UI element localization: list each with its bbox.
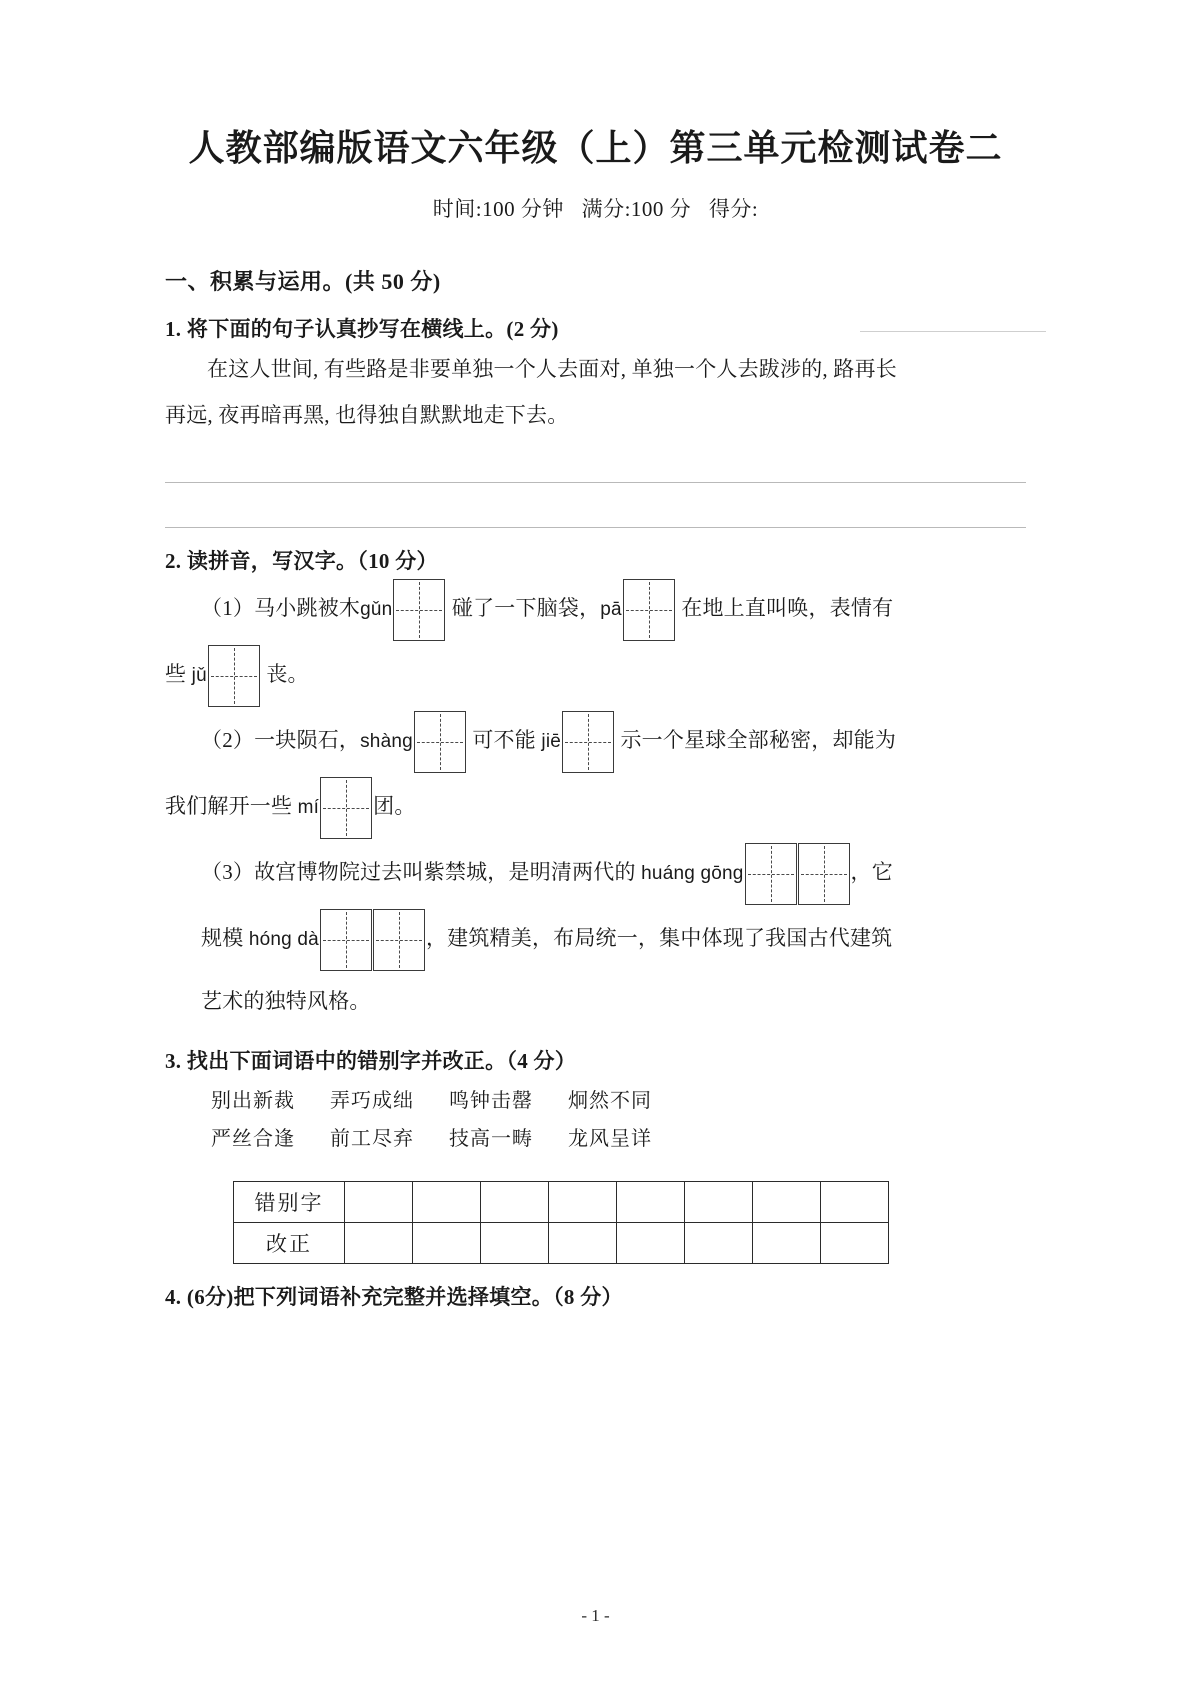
question-1-sentence-line-1: 在这人世间, 有些路是非要单独一个人去面对, 单独一个人去跋涉的, 路再长 (207, 357, 897, 381)
answer-cell[interactable] (821, 1223, 889, 1264)
answer-rule-line-1[interactable] (165, 482, 1026, 483)
q2-item1-text-4: 些 (165, 661, 187, 686)
answer-cell[interactable] (413, 1223, 481, 1264)
q2-item1-pinyin-gun: gǔn (360, 598, 393, 620)
answer-cell[interactable] (617, 1223, 685, 1264)
answer-cell[interactable] (753, 1182, 821, 1223)
question-1-title: 1. 将下面的句子认真抄写在横线上。(2 分) (165, 317, 559, 341)
page-number: - 1 - (581, 1606, 610, 1625)
tianzige-box[interactable] (208, 645, 260, 707)
tianzige-box[interactable] (745, 843, 797, 905)
idiom-item: 龙风呈详 (568, 1128, 652, 1151)
idiom-item: 炯然不同 (568, 1090, 652, 1113)
idiom-item: 严丝合逢 (211, 1128, 295, 1151)
question-2-item-1-line-2 (165, 645, 1026, 707)
q2-item3-text-3: 规模 (201, 925, 244, 950)
correction-table (233, 1181, 889, 1264)
q2-item2-pinyin-shang: shàng (360, 730, 413, 752)
idiom-row-1 (165, 1084, 1026, 1113)
idiom-item: 鸣钟击罄 (449, 1090, 533, 1113)
idiom-row-2 (165, 1122, 1026, 1151)
answer-cell[interactable] (549, 1182, 617, 1223)
q2-item2-text-1: （2）一块陨石， (201, 727, 361, 752)
tianzige-box[interactable] (414, 711, 466, 773)
answer-cell[interactable] (481, 1223, 549, 1264)
q2-item1-text-3: 在地上直叫唤，表情有 (681, 595, 894, 620)
answer-cell[interactable] (345, 1223, 413, 1264)
question-2-item-2-line-1 (165, 711, 1026, 773)
tianzige-box[interactable] (393, 579, 445, 641)
tianzige-box[interactable] (320, 777, 372, 839)
answer-cell[interactable] (549, 1223, 617, 1264)
table-row (234, 1223, 889, 1264)
q2-item2-text-3: 示一个星球全部秘密，却能为 (620, 727, 897, 752)
tianzige-box[interactable] (798, 843, 850, 905)
question-2-item-1-line-1 (165, 579, 1026, 641)
exam-time: 时间:100 分钟 (432, 197, 564, 221)
row-label-wrong-char: 错别字 (234, 1182, 345, 1223)
q2-item1-text-2: 碰了一下脑袋， (451, 595, 601, 620)
idiom-item: 别出新裁 (211, 1090, 295, 1113)
q2-item1-pinyin-ju: jǔ (191, 664, 207, 686)
tianzige-box[interactable] (373, 909, 425, 971)
question-1-sentence-line-2: 再远, 夜再暗再黑, 也得独自默默地走下去。 (165, 403, 569, 428)
q2-item1-text-5: 丧。 (266, 661, 309, 686)
answer-cell[interactable] (481, 1182, 549, 1223)
q2-item3-pinyin-hongda: hóng dà (248, 928, 319, 950)
answer-cell[interactable] (685, 1182, 753, 1223)
question-2-item-3-line-2 (165, 909, 1026, 971)
question-2-title: 2. 读拼音，写汉字。（10 分） (165, 548, 438, 573)
q2-item2-text-2: 可不能 (472, 727, 536, 752)
answer-cell[interactable] (821, 1182, 889, 1223)
q2-item1-pinyin-pa: pā (600, 598, 622, 620)
exam-meta (165, 171, 1026, 223)
row-label-correction: 改正 (234, 1223, 345, 1264)
idiom-item: 前工尽弃 (330, 1128, 414, 1151)
answer-rule-line-2[interactable] (165, 527, 1026, 528)
q2-item3-text-1: （3）故宫博物院过去叫紫禁城，是明清两代的 (201, 859, 636, 884)
q2-item2-pinyin-jie: jiē (541, 730, 562, 752)
question-4-title: 4. (6分)把下列词语补充完整并选择填空。（8 分） (165, 1285, 623, 1310)
section-heading: 一、积累与运用。(共 50 分) (165, 269, 441, 294)
q1-short-rule (860, 331, 1046, 332)
tianzige-box[interactable] (320, 909, 372, 971)
answer-cell[interactable] (753, 1223, 821, 1264)
q2-item3-text-5: 艺术的独特风格。 (201, 988, 371, 1013)
exam-score-field: 得分: (708, 197, 759, 221)
exam-full-score: 满分:100 分 (581, 197, 692, 221)
q2-item3-pinyin-huanggong: huáng gōng (641, 862, 744, 884)
tianzige-box[interactable] (562, 711, 614, 773)
question-3-title: 3. 找出下面词语中的错别字并改正。（4 分） (165, 1049, 577, 1074)
answer-cell[interactable] (617, 1182, 685, 1223)
table-row (234, 1182, 889, 1223)
q2-item3-text-2: ，它 (850, 859, 893, 884)
q2-item2-text-5: 团。 (373, 793, 416, 818)
idiom-item: 技高一畴 (449, 1128, 533, 1151)
tianzige-box[interactable] (623, 579, 675, 641)
question-2-item-3-line-3 (165, 975, 1026, 1029)
q2-item2-pinyin-mi: mí (297, 796, 320, 818)
question-2-item-3-line-1 (165, 843, 1026, 905)
answer-cell[interactable] (345, 1182, 413, 1223)
q2-item1-text-1: （1）马小跳被木 (201, 595, 361, 620)
question-2-item-2-line-2 (165, 777, 1026, 839)
answer-cell[interactable] (685, 1223, 753, 1264)
q2-item2-text-4: 我们解开一些 (165, 793, 293, 818)
answer-cell[interactable] (413, 1182, 481, 1223)
idiom-item: 弄巧成绌 (330, 1090, 414, 1113)
q2-item3-text-4: ，建筑精美，布局统一，集中体现了我国古代建筑 (425, 925, 893, 950)
page-title: 人教部编版语文六年级（上）第三单元检测试卷二 (188, 128, 1003, 168)
